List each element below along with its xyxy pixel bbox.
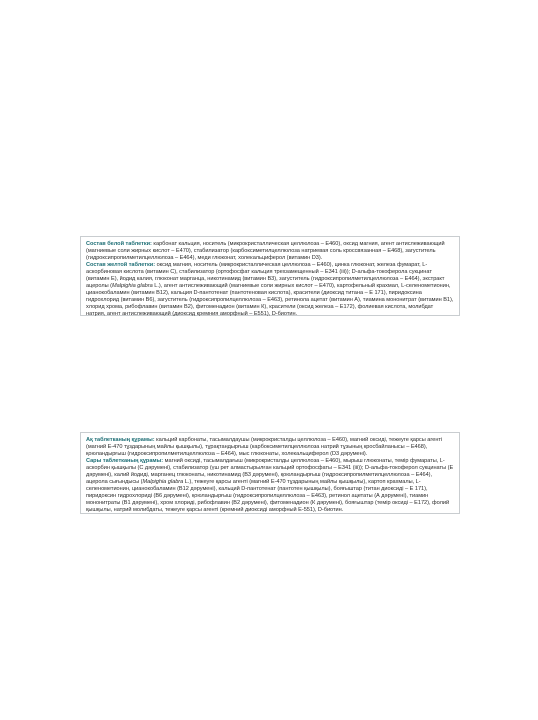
acerola-latin-name-kz: Malpighia glabra [142, 479, 184, 486]
white-tablet-text-kz: кальций карбонаты, тасымалдаушы (микрокристалды целлюлоза – Е460), магний оксиді, тежеуге қарсы агенті (магний Е-470 тұздарының майлы қышқылы), тұрақтандырғыш (карбоксиметилцеллюлоза натрий тұзының кросбайланысы – Е468), қоюландырғыш (гидроксипропилметилцеллюлоза – Е464), мыс глюконаты, холекальциферол (D3 дәрумені). [86, 437, 443, 458]
white-tablet-text-ru: карбонат кальция, носитель (микрокристаллическая целлюлоза – Е460), оксид магния, агент антислеживающий (магниевые соли жирных кислот – Е470), стабилизатор (карбоксиметилцеллюлоза натриевая соль кроссвязанная – Е468), загуститель (гидроксипропилметилцеллюлоза – Е464), меди глюконат, холекальциферол (витамин D3). [86, 241, 445, 262]
white-tablet-composition-ru [86, 241, 454, 262]
yellow-tablet-label-kz: Сары таблетканың құрамы: [86, 458, 164, 465]
yellow-tablet-composition-kz [86, 458, 454, 514]
yellow-tablet-label-ru: Состав желтой таблетки: [86, 262, 156, 269]
yellow-tablet-composition-ru [86, 262, 454, 318]
white-tablet-label-kz: Ақ таблетканың құрамы: [86, 437, 155, 443]
yellow-tablet-text-ru-part1: оксид магния, носитель (микрокристаллическая целлюлоза – Е460), цинка глюконат, железа фумарат, L-аскорбиновая кислота (витамин C), стабилизатор (ортофосфат кальция трехзамещенный – Е341 (iii)); D-альфа-токоферола сукцинат (витамин Е), йодид калия, глюконат марганца, никотинамид (витамин В3), загуститель (гидроксипропилметилцеллюлоза – Е464), экстракт ацеролы ( [86, 262, 445, 290]
acerola-latin-name-ru: Malpighia glabra [111, 283, 153, 290]
composition-panel-russian [80, 236, 460, 316]
yellow-tablet-text-kz-part2: L.), тежеуге қарсы агенті (магний Е-470 тұздарының майлы қышқылы), картоп крахмалы, L-селенометионин, цианокобаламин (В12 дәрумені), кальций D-пантотенат (пантотен қышқылы), бояғыштар (титан диоксиді – Е 171), пиридоксин гидрохлориді (В6 дәрумені), қоюландырғыш (гидроксипропилцеллюлоза – Е463), ретинол ацетаты (А дәрумені), тиамин мононитраты (В1 дәрумені), хром хлориді, рибофлавин (В2 дәрумені), фитоменадион (К дәрумені), бояғыштар (темір оксиді – Е172), фолий қышқылы, натрий молибдаты, тежеуге қарсы агенті (кремний диоксиді аморфный Е-551), D-биотин. [86, 479, 450, 514]
yellow-tablet-text-ru-part2: L.), агент антислеживающий (магниевые соли жирных кислот – Е470), картофельный крахмал, L-селенометионин, цианокобаламин (витамин В12), кальция D-пантотенат (пантотеновая кислота), красители (диоксид титана – Е 171), пиридоксина гидрохлорид (витамин В6), загуститель (гидроксипропилцеллюлоза – Е463), ретинола ацетат (витамин А), тиамина мононитрат (витамин В1), хлорид хрома, рибофлавин (витамин В2), фитоменадион (витамин К), красители (оксид железа – Е172), фолиевая кислота, молибдат натрия, агент антислеживающий (диоксид кремния аморфный – Е551), D-биотин. [86, 283, 454, 318]
white-tablet-label-ru: Состав белой таблетки: [86, 241, 152, 247]
yellow-tablet-text-kz-part1: магний оксиді, тасымалдағыш (микрокристалды целлюлоза – Е460), мырыш глюконаты, темір фумараты, L-аскорбин қышқылы (С дәрумені), стабилизатор (үш рет алмастырылған кальций ортофосфаты – Е341 (iii)); D-альфа-токоферол сукцинаты (Е дәрумені), калий йодиді, марганец глюконаты, никотинамид (В3 дәрумені), қоюландырғыш (гидроксипропилметилцеллюлоза – Е464), ацерола сығындысы ( [86, 458, 454, 486]
white-tablet-composition-kz [86, 437, 454, 458]
composition-panel-kazakh [80, 432, 460, 514]
